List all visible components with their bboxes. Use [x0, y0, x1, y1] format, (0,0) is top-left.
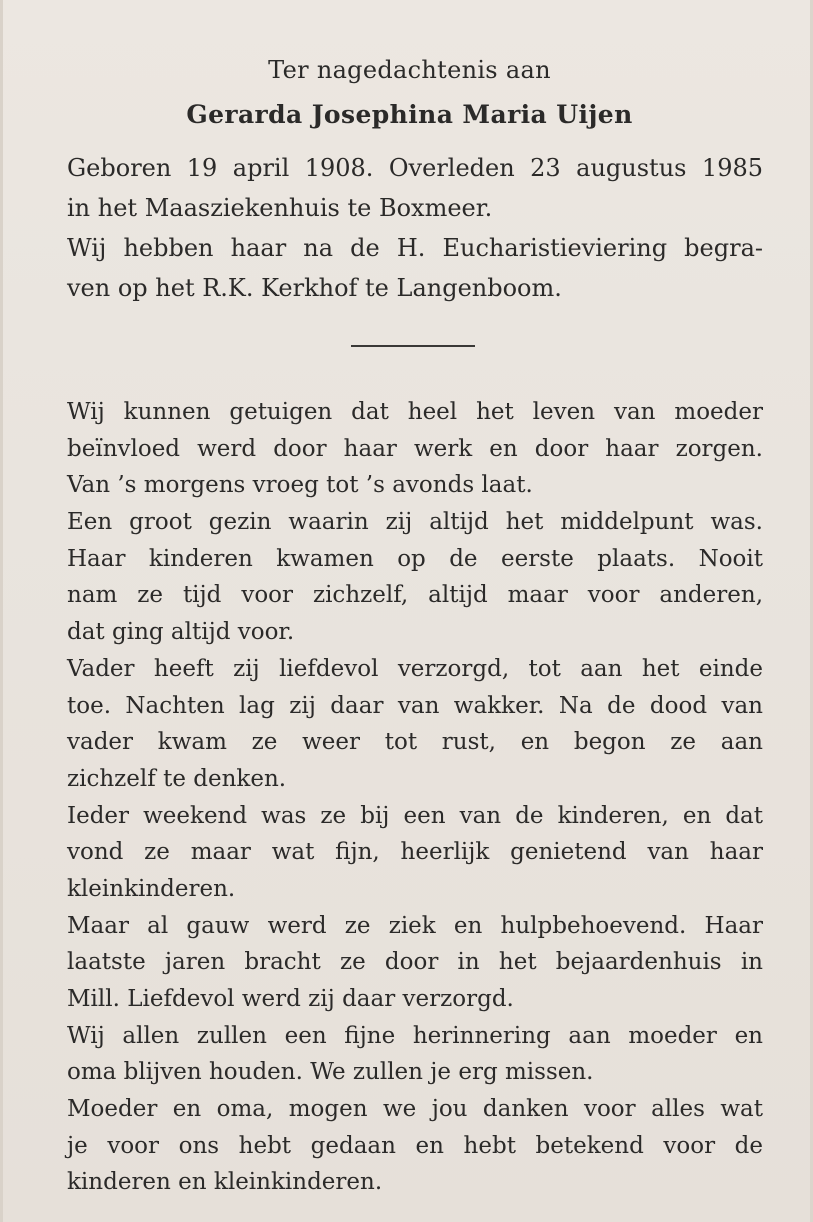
tribute-line: vader kwam ze weer tot rust, en begon ze aan: [67, 729, 763, 756]
tribute-line: Vader heeft zij liefdevol verzorgd, tot aan het einde: [67, 655, 763, 682]
tribute-line: oma blijven houden. We zullen je erg missen.: [67, 1059, 594, 1086]
tribute-line: je voor ons hebt gedaan en hebt betekend voor de: [67, 1132, 763, 1159]
tribute-line: Wij allen zullen een fijne herinnering aan moeder en: [67, 1022, 763, 1049]
tribute-line: Mill. Liefdevol werd zij daar verzorgd.: [67, 986, 514, 1012]
tribute-line: vond ze maar wat fijn, heerlijk genietend van haar: [67, 839, 763, 866]
tribute-line: Een groot gezin waarin zij altijd het middelpunt was.: [67, 509, 763, 536]
intro-text: Ter nagedachtenis aan: [268, 56, 551, 84]
tribute-line: dat ging altijd voor.: [67, 619, 295, 646]
tribute-line: Maar al gauw werd ze ziek en hulpbehoevend. Haar: [67, 912, 763, 939]
tribute-line: Wij kunnen getuigen dat heel het leven van moeder: [67, 399, 763, 425]
tribute-line: nam ze tijd voor zichzelf, altijd maar voor anderen,: [67, 582, 763, 609]
facts-line: in het Maasziekenhuis te Boxmeer.: [67, 194, 493, 222]
facts-paragraph: [67, 148, 763, 308]
tribute-line: zichzelf te denken.: [67, 765, 287, 792]
tribute-line: laatste jaren bracht ze door in het bejaardenhuis in: [67, 949, 763, 976]
tribute-text: [67, 394, 763, 1201]
tribute-line: toe. Nachten lag zij daar van wakker. Na de dood van: [67, 692, 763, 719]
tribute-line: beïnvloed werd door haar werk en door haar zorgen.: [67, 435, 763, 462]
facts-line: Geboren 19 april 1908. Overleden 23 augustus 1985: [67, 154, 763, 182]
facts-line: Wij hebben haar na de H. Eucharistieviering begra-: [67, 234, 763, 262]
facts-line: ven op het R.K. Kerkhof te Langenboom.: [67, 274, 562, 302]
divider-rule: [351, 345, 475, 347]
tribute-line: Ieder weekend was ze bij een van de kinderen, en dat: [67, 802, 763, 829]
tribute-line: Haar kinderen kwamen op de eerste plaats. Nooit: [67, 545, 763, 572]
tribute-line: kleinkinderen.: [67, 875, 236, 902]
tribute-line: kinderen en kleinkinderen.: [67, 1169, 383, 1196]
deceased-name: Gerarda Josephina Maria Uijen: [186, 100, 633, 129]
tribute-line: Van ’s morgens vroeg tot ’s avonds laat.: [67, 472, 533, 499]
tribute-line: Moeder en oma, mogen we jou danken voor alles wat: [67, 1096, 763, 1123]
